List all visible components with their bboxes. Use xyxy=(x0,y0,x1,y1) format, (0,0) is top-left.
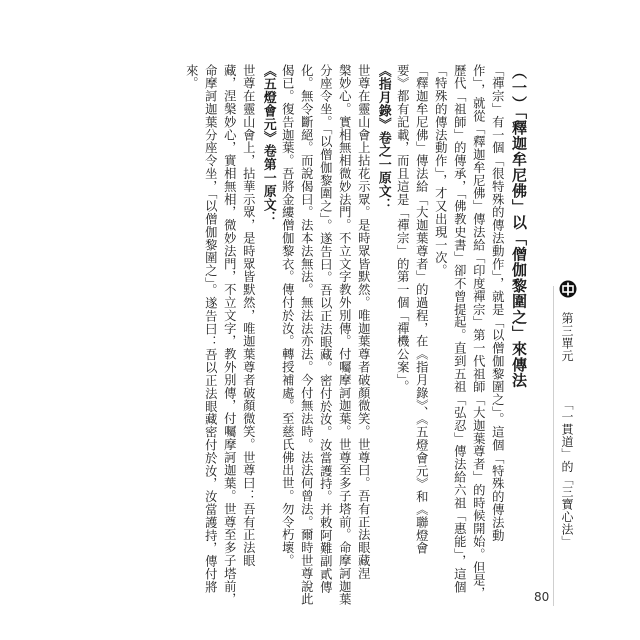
source1-line: 槃妙心。實相無相微妙法門。不立文字教外別傳。付囑摩訶迦葉。世尊至多子塔前。命摩訶迦葉 xyxy=(337,64,352,606)
page-number: 80 xyxy=(534,590,550,604)
paragraph1-line: 作」，就從「釋迦牟尼佛」傳法給「印度禪宗」第一代祖師「大迦葉尊者」的時候開始。但是， xyxy=(471,64,486,600)
source2-line: 來。 xyxy=(184,64,199,90)
source2-line: 藏，涅槃妙心，實相無相，微妙法門，不立文字，教外別傳，付囑摩訶迦葉。世尊至多子塔前， xyxy=(222,64,237,606)
running-header-title: 「一貫道」的「三寶心法」 xyxy=(560,398,574,548)
source2-line: 世尊在靈山會上，拈華示眾，是時眾皆默然，唯迦葉尊者破顏微笑。世尊曰：吾有正法眼 xyxy=(241,64,256,568)
paragraph1-line: 「特殊的傳法動作」，才又出現一次。 xyxy=(433,64,448,278)
paragraph1-line: 歷代「祖師」的傳承，「佛教史書」卻不曾提起。直到五祖「弘忍」傳法給六祖「惠能」，這個 xyxy=(452,64,467,594)
source1-line: 世尊在靈山會上拈花示眾。是時眾皆默然。唯迦葉尊者破顏微笑。世尊曰。吾有正法眼藏涅 xyxy=(356,64,371,580)
paragraph2-line: 「釋迦牟尼佛」傳法給「大迦葉尊者」的過程，在《指月錄》、《五燈會元》和《聯燈會 xyxy=(414,64,429,555)
source1-line: 化。無令斷絕。而說偈曰。法本法無法。無法法亦法。今付無法時。法法何曾法。爾時世尊說此 xyxy=(299,64,314,606)
header-divider xyxy=(553,286,554,606)
source2-line: 命摩訶迦葉分座令坐，「以僧伽黎圍之」。遂告曰：吾以正法眼藏密付於汝，汝當護持，傳付將 xyxy=(203,64,218,594)
running-header-unit: 第三單元 xyxy=(560,312,574,362)
paragraph2-line: 要》都有記載，而且這是「禪宗」的第一個「禪機公案」。 xyxy=(395,64,410,394)
source1-line: 分座令坐。「以僧伽黎圍之」。遂告曰。吾以正法眼藏。密付於汝。汝當護持。并敕阿難副貳傳 xyxy=(318,64,333,594)
source2-heading: 《五燈會元》卷第一原文： xyxy=(260,64,276,225)
paragraph1-line: 「禪宗」有一個「很特殊的傳法動作」，就是「以僧伽黎圍之」。這個「特殊的傳法動 xyxy=(490,64,505,542)
source1-line: 偈已。復告迦葉。吾將金縷僧伽黎衣。傳付於汝。轉授補處。至慈氏佛出世。勿令朽壞。 xyxy=(280,64,295,568)
section-heading: （一）「釋迦牟尼佛」以「僧伽黎圍之」來傳法 xyxy=(510,64,528,389)
source1-heading: 《指月錄》卷之一原文： xyxy=(375,64,391,212)
chinese-seal-emblem-icon xyxy=(559,280,577,298)
